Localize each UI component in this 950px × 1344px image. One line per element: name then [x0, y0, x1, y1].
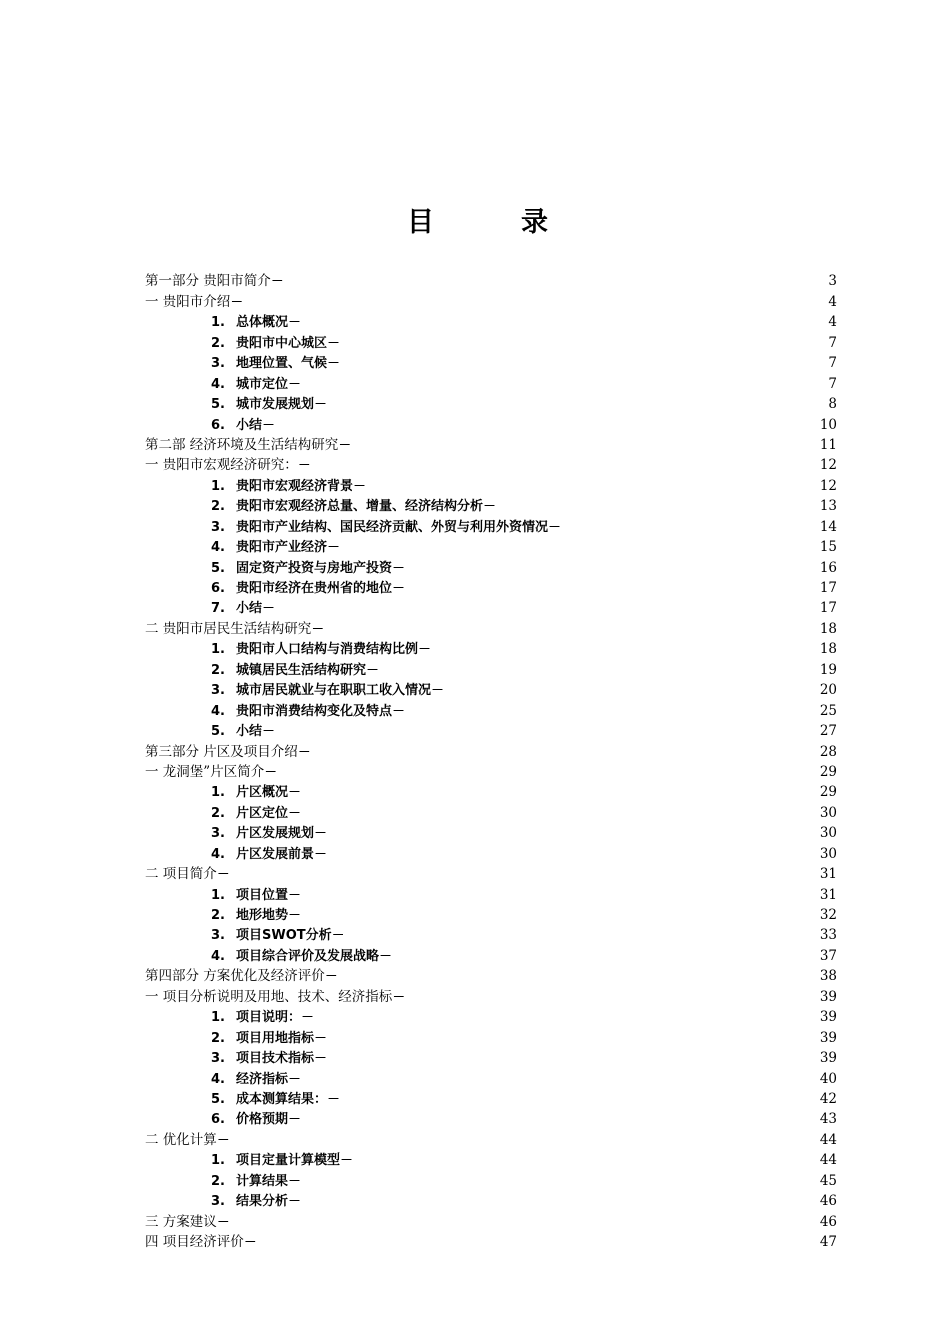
dot-leader: [432, 682, 819, 699]
toc-entry-label: 片区发展前景: [236, 846, 315, 862]
toc-entry-label: 第四部分 方案优化及经济评价: [145, 968, 325, 985]
toc-subentry[interactable]: [145, 393, 837, 413]
toc-entry-number: 2.: [211, 335, 225, 351]
toc-entry-page-number: 18: [819, 620, 837, 637]
toc-entry-page-number: 39: [819, 1050, 837, 1067]
dot-leader: [354, 478, 819, 495]
dot-leader: [326, 968, 819, 985]
toc-entry-page-number: 46: [819, 1213, 837, 1230]
toc-subentry[interactable]: [145, 1006, 837, 1026]
toc-entry-page-number: 12: [819, 457, 837, 474]
toc-entry-label: 贵阳市中心城区: [236, 335, 328, 351]
toc-entry-number: 3.: [211, 519, 225, 535]
toc-subentry[interactable]: [145, 1067, 837, 1087]
toc-entry-label: 小结: [236, 724, 263, 740]
dot-leader: [393, 703, 819, 720]
toc-entry-page-number: 4: [828, 314, 837, 331]
toc-entry-page-number: 31: [819, 886, 837, 903]
dot-leader: [289, 805, 819, 822]
toc-entry[interactable]: [145, 1210, 837, 1230]
toc-entry[interactable]: [145, 270, 837, 290]
toc-entry-label: 片区发展规划: [236, 826, 315, 842]
dot-leader: [289, 784, 819, 801]
toc-entry-page-number: 47: [819, 1234, 837, 1250]
toc-entry-label: 计算结果: [236, 1173, 289, 1189]
toc-entry-label: 二 优化计算: [145, 1131, 217, 1148]
toc-subentry[interactable]: [145, 781, 837, 801]
dot-leader: [263, 600, 819, 617]
toc-entry-number: 1.: [211, 642, 225, 658]
toc-entry-label: 小结: [236, 601, 263, 617]
dot-leader: [272, 273, 828, 290]
dot-leader: [299, 744, 819, 761]
dot-leader: [333, 927, 819, 944]
toc-entry-page-number: 28: [819, 743, 837, 760]
toc-subentry[interactable]: [145, 311, 837, 331]
toc-entry-page-number: 39: [819, 1029, 837, 1046]
toc-subentry[interactable]: [145, 944, 837, 964]
toc-entry-label: 一 贵阳市介绍: [145, 293, 231, 310]
toc-entry[interactable]: [145, 761, 837, 781]
toc-entry-label: 地理位置、气候: [236, 356, 328, 372]
toc-entry-number: 2.: [211, 908, 225, 923]
toc-entry-page-number: 27: [819, 723, 837, 740]
dot-leader: [328, 335, 827, 352]
toc-entry-label: 经济指标: [236, 1071, 289, 1087]
toc-subentry[interactable]: [145, 679, 837, 699]
toc-entry-label: 项目说明：: [236, 1010, 302, 1026]
toc-entry-label: 二 贵阳市居民生活结构研究: [145, 620, 312, 637]
toc-entry-page-number: 13: [819, 498, 837, 515]
toc-entry-page-number: 39: [819, 1009, 837, 1026]
toc-entry-label: 第二部 经济环境及生活结构研究: [145, 436, 339, 453]
toc-entry-number: 5.: [211, 724, 225, 740]
dot-leader: [289, 1193, 819, 1210]
toc-entry-number: 4.: [211, 846, 225, 862]
toc-entry-number: 3.: [211, 928, 225, 944]
toc-entry-page-number: 44: [819, 1131, 837, 1148]
dot-leader: [302, 1009, 819, 1026]
toc-subentry[interactable]: [145, 1169, 837, 1189]
toc-entry-page-number: 45: [819, 1172, 837, 1189]
toc-entry-label: 项目SWOT分析: [236, 928, 332, 944]
dot-leader: [263, 417, 819, 434]
toc-entry-number: 3.: [211, 683, 225, 699]
dot-leader: [393, 580, 819, 597]
toc-entry-label: 贵阳市产业结构、国民经济贡献、外贸与利用外资情况: [236, 519, 549, 535]
toc-subentry[interactable]: [145, 822, 837, 842]
dot-leader: [218, 1214, 819, 1231]
dot-leader: [419, 641, 819, 658]
toc-entry-page-number: 14: [819, 518, 837, 535]
toc-subentry[interactable]: [145, 1047, 837, 1067]
toc-entry-page-number: 20: [819, 682, 837, 699]
toc-entry-page-number: 3: [828, 273, 837, 290]
toc-entry-page-number: 33: [819, 927, 837, 944]
toc-subentry[interactable]: [145, 515, 837, 535]
toc-subentry[interactable]: [145, 1190, 837, 1210]
toc-entry-label: 城镇居民生活结构研究: [236, 662, 367, 678]
toc-entry-number: 2.: [211, 662, 225, 678]
toc-entry-label: 项目用地指标: [236, 1030, 315, 1046]
toc-entry-label: 固定资产投资与房地产投资: [236, 560, 393, 576]
toc-entry-label: 二 项目简介: [145, 866, 217, 883]
toc-entry-number: 1.: [211, 1010, 225, 1026]
toc-subentry[interactable]: [145, 1088, 837, 1108]
toc-entry-page-number: 31: [819, 866, 837, 883]
toc-entry-number: 5.: [211, 1091, 225, 1107]
toc-entry-label: 项目综合评价及发展战略: [236, 948, 380, 964]
toc-entry-label: 一 项目分析说明及用地、技术、经济指标: [145, 988, 393, 1005]
toc-entry-label: 小结: [236, 417, 263, 433]
toc-subentry[interactable]: [145, 495, 837, 515]
toc-subentry[interactable]: [145, 699, 837, 719]
toc-entry-page-number: 42: [819, 1090, 837, 1107]
toc-subentry[interactable]: [145, 658, 837, 678]
toc-entry-label: 结果分析: [236, 1194, 289, 1210]
toc-entry-page-number: 7: [828, 355, 837, 372]
toc-entry-label: 城市居民就业与在职职工收入情况: [236, 683, 432, 699]
toc-subentry[interactable]: [145, 904, 837, 924]
toc-subentry[interactable]: [145, 924, 837, 944]
toc-entry-label: 贵阳市宏观经济背景: [236, 478, 354, 494]
toc-entry-label: 三 方案建议: [145, 1213, 217, 1230]
toc-entry-label: 总体概况: [236, 315, 289, 331]
toc-entry-number: 1.: [211, 1153, 225, 1169]
toc-subentry[interactable]: [145, 372, 837, 392]
toc-entry-number: 4.: [211, 376, 225, 392]
dot-leader: [218, 1132, 819, 1149]
toc-entry-label: 第一部分 贵阳市简介: [145, 273, 271, 290]
toc-entry-page-number: 40: [819, 1070, 837, 1087]
toc-entry-page-number: 38: [819, 968, 837, 985]
toc-entry-label: 贵阳市产业经济: [236, 540, 328, 556]
dot-leader: [245, 1234, 819, 1251]
dot-leader: [289, 907, 819, 924]
toc-entry-label: 贵阳市人口结构与消费结构比例: [236, 642, 419, 658]
toc-entry-page-number: 7: [828, 334, 837, 351]
toc-subentry[interactable]: [145, 352, 837, 372]
dot-leader: [380, 948, 819, 965]
dot-leader: [315, 396, 827, 413]
toc-subentry[interactable]: [145, 883, 837, 903]
toc-entry-page-number: 29: [819, 763, 837, 780]
dot-leader: [341, 1152, 819, 1169]
toc-entry-page-number: 17: [819, 600, 837, 617]
dot-leader: [289, 887, 819, 904]
toc-entry[interactable]: [145, 1231, 837, 1251]
toc-entry-number: 3.: [211, 1194, 225, 1210]
toc-entry-page-number: 44: [819, 1152, 837, 1169]
toc-subentry[interactable]: [145, 1108, 837, 1128]
toc-entry-page-number: 8: [828, 396, 837, 413]
toc-entry-page-number: 19: [819, 661, 837, 678]
toc-entry-label: 城市发展规划: [236, 397, 315, 413]
toc-entry-page-number: 12: [819, 477, 837, 494]
toc-entry-number: 4.: [211, 1071, 225, 1087]
dot-leader: [315, 1030, 819, 1047]
toc-entry-label: 项目位置: [236, 887, 289, 903]
toc-entry-label: 片区概况: [236, 785, 289, 801]
toc-entry-page-number: 11: [819, 436, 837, 453]
dot-leader: [289, 376, 827, 393]
dot-leader: [484, 498, 819, 515]
toc-entry-label: 地形地势: [236, 908, 289, 923]
toc-entry-number: 1.: [211, 478, 225, 494]
toc-entry-label: 贵阳市宏观经济总量、增量、经济结构分析: [236, 499, 484, 515]
toc-subentry[interactable]: [145, 801, 837, 821]
toc-entry-page-number: 4: [828, 293, 837, 310]
toc-entry-number: 5.: [211, 560, 225, 576]
toc-entry-label: 项目技术指标: [236, 1051, 315, 1067]
toc-entry[interactable]: [145, 863, 837, 883]
toc-entry-page-number: 43: [819, 1111, 837, 1128]
toc-subentry[interactable]: [145, 1026, 837, 1046]
toc-entry-number: 4.: [211, 948, 225, 964]
dot-leader: [315, 825, 819, 842]
toc-entry[interactable]: [145, 1128, 837, 1148]
toc-subentry[interactable]: [145, 474, 837, 494]
dot-leader: [315, 1050, 819, 1067]
dot-leader: [263, 723, 819, 740]
toc-subentry[interactable]: [145, 842, 837, 862]
toc-entry-number: 2.: [211, 499, 225, 515]
toc-subentry[interactable]: [145, 577, 837, 597]
toc-subentry[interactable]: [145, 536, 837, 556]
toc-entry-page-number: 46: [819, 1193, 837, 1210]
toc-entry-page-number: 37: [819, 947, 837, 964]
toc-entry-number: 6.: [211, 417, 225, 433]
toc-entry-page-number: 7: [828, 375, 837, 392]
toc-entry-number: 1.: [211, 887, 225, 903]
toc-entry-page-number: 32: [819, 907, 837, 923]
toc-subentry[interactable]: [145, 597, 837, 617]
dot-leader: [315, 846, 819, 863]
toc-entry-label: 价格预期: [236, 1112, 289, 1128]
toc-entry-page-number: 30: [819, 804, 837, 821]
toc-subentry[interactable]: [145, 1149, 837, 1169]
dot-leader: [328, 1091, 819, 1108]
toc-entry-number: 6.: [211, 581, 225, 596]
toc-entry[interactable]: [145, 454, 837, 474]
toc-entry-number: 5.: [211, 397, 225, 413]
dot-leader: [289, 1173, 819, 1190]
toc-entry-label: 贵阳市消费结构变化及特点: [236, 703, 393, 719]
dot-leader: [328, 355, 827, 372]
dot-leader: [231, 294, 827, 311]
dot-leader: [393, 560, 819, 577]
table-of-contents: [145, 270, 837, 1251]
dot-leader: [393, 989, 819, 1006]
toc-entry-number: 3.: [211, 1051, 225, 1067]
toc-subentry[interactable]: [145, 638, 837, 658]
toc-entry-page-number: 39: [819, 988, 837, 1005]
toc-entry[interactable]: [145, 290, 837, 310]
toc-subentry[interactable]: [145, 556, 837, 576]
toc-entry-number: 1.: [211, 315, 225, 331]
toc-entry-page-number: 30: [819, 845, 837, 862]
toc-entry-number: 2.: [211, 805, 225, 821]
toc-entry-page-number: 17: [819, 580, 837, 596]
dot-leader: [367, 662, 819, 679]
toc-entry-label: 成本测算结果：: [236, 1091, 328, 1107]
toc-entry[interactable]: [145, 434, 837, 454]
dot-leader: [299, 457, 819, 474]
toc-subentry[interactable]: [145, 720, 837, 740]
toc-entry-number: 7.: [211, 601, 225, 617]
dot-leader: [328, 539, 819, 556]
toc-entry[interactable]: [145, 985, 837, 1005]
toc-entry-number: 3.: [211, 356, 225, 372]
toc-subentry[interactable]: [145, 413, 837, 433]
toc-entry[interactable]: [145, 617, 837, 637]
toc-entry-number: 1.: [211, 785, 225, 801]
toc-entry-number: 4.: [211, 540, 225, 556]
dot-leader: [218, 866, 819, 883]
dot-leader: [339, 437, 819, 454]
toc-entry-number: 2.: [211, 1030, 225, 1046]
toc-entry-page-number: 30: [819, 825, 837, 842]
toc-entry-page-number: 15: [819, 539, 837, 556]
toc-entry-label: 项目定量计算模型: [236, 1153, 341, 1169]
dot-leader: [265, 764, 819, 781]
toc-entry-label: 贵阳市经济在贵州省的地位: [236, 581, 393, 596]
toc-entry-page-number: 16: [819, 559, 837, 576]
toc-entry-label: 一 龙洞堡”片区简介: [145, 763, 265, 780]
toc-subentry[interactable]: [145, 331, 837, 351]
toc-entry-label: 四 项目经济评价: [145, 1234, 244, 1250]
dot-leader: [289, 314, 827, 331]
toc-entry-label: 城市定位: [236, 376, 289, 392]
toc-entry-number: 6.: [211, 1112, 225, 1128]
toc-entry-number: 2.: [211, 1173, 225, 1189]
toc-entry-page-number: 18: [819, 641, 837, 658]
toc-entry-number: 3.: [211, 826, 225, 842]
toc-entry-page-number: 25: [819, 702, 837, 719]
toc-entry-label: 第三部分 片区及项目介绍: [145, 743, 298, 760]
toc-entry[interactable]: [145, 965, 837, 985]
dot-leader: [312, 621, 819, 638]
toc-entry-number: 4.: [211, 703, 225, 719]
dot-leader: [549, 519, 819, 536]
toc-entry-page-number: 29: [819, 784, 837, 801]
toc-title: 目 录: [407, 207, 578, 238]
dot-leader: [289, 1111, 819, 1128]
dot-leader: [289, 1071, 819, 1088]
toc-entry-page-number: 10: [819, 416, 837, 433]
toc-entry[interactable]: [145, 740, 837, 760]
toc-entry-label: 一 贵阳市宏观经济研究：: [145, 457, 298, 474]
toc-entry-label: 片区定位: [236, 805, 289, 821]
